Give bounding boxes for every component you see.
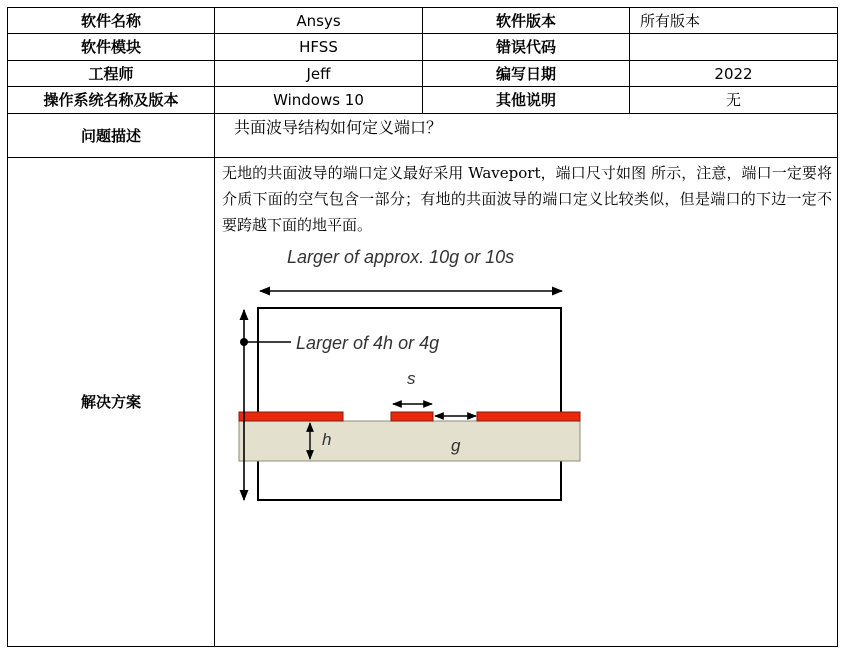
software-name-value: Ansys [296, 11, 341, 30]
port-width-label: Larger of approx. 10g or 10s [287, 247, 515, 267]
substrate-layer [239, 421, 580, 461]
software-version-label: 软件版本 [495, 11, 556, 30]
g-label: g [451, 436, 461, 455]
port-height-label: Larger of 4h or 4g [296, 333, 440, 353]
engineer-value: Jeff [306, 64, 331, 83]
write-date-label: 编写日期 [495, 64, 556, 83]
other-notes-value: 无 [725, 91, 741, 109]
solution-text: 无地的共面波导的端口定义最好采用 Waveport，端口尺寸如图 所示，注意，端口一定要将介质下面的空气包含一部分；有地的共面波导的端口定义比较类似，但是端口的下边一定不要跨越下面的地平面。 [222, 164, 832, 234]
table-border-right [837, 7, 838, 647]
left-ground-strip [239, 412, 343, 421]
other-notes-label: 其他说明 [495, 91, 556, 109]
error-code-value [630, 34, 837, 60]
coplanar-waveguide-port-diagram [226, 238, 596, 510]
engineer-label: 工程师 [88, 64, 134, 83]
solution-label: 解决方案 [80, 393, 141, 411]
write-date-value: 2022 [714, 64, 753, 83]
center-signal-strip [391, 412, 433, 421]
error-code-label: 错误代码 [495, 38, 556, 56]
table-border-bottom [7, 646, 838, 647]
software-version-value: 所有版本 [640, 11, 701, 30]
software-module-label: 软件模块 [80, 38, 141, 56]
right-ground-strip [477, 412, 580, 421]
s-label: s [407, 369, 416, 388]
software-name-label: 软件名称 [80, 11, 141, 30]
h-label: h [322, 430, 332, 449]
os-value: Windows 10 [273, 91, 364, 109]
os-label: 操作系统名称及版本 [43, 91, 179, 109]
problem-label: 问题描述 [80, 126, 141, 145]
problem-text: 共面波导结构如何定义端口？ [234, 118, 443, 137]
software-module-value: HFSS [299, 38, 338, 56]
